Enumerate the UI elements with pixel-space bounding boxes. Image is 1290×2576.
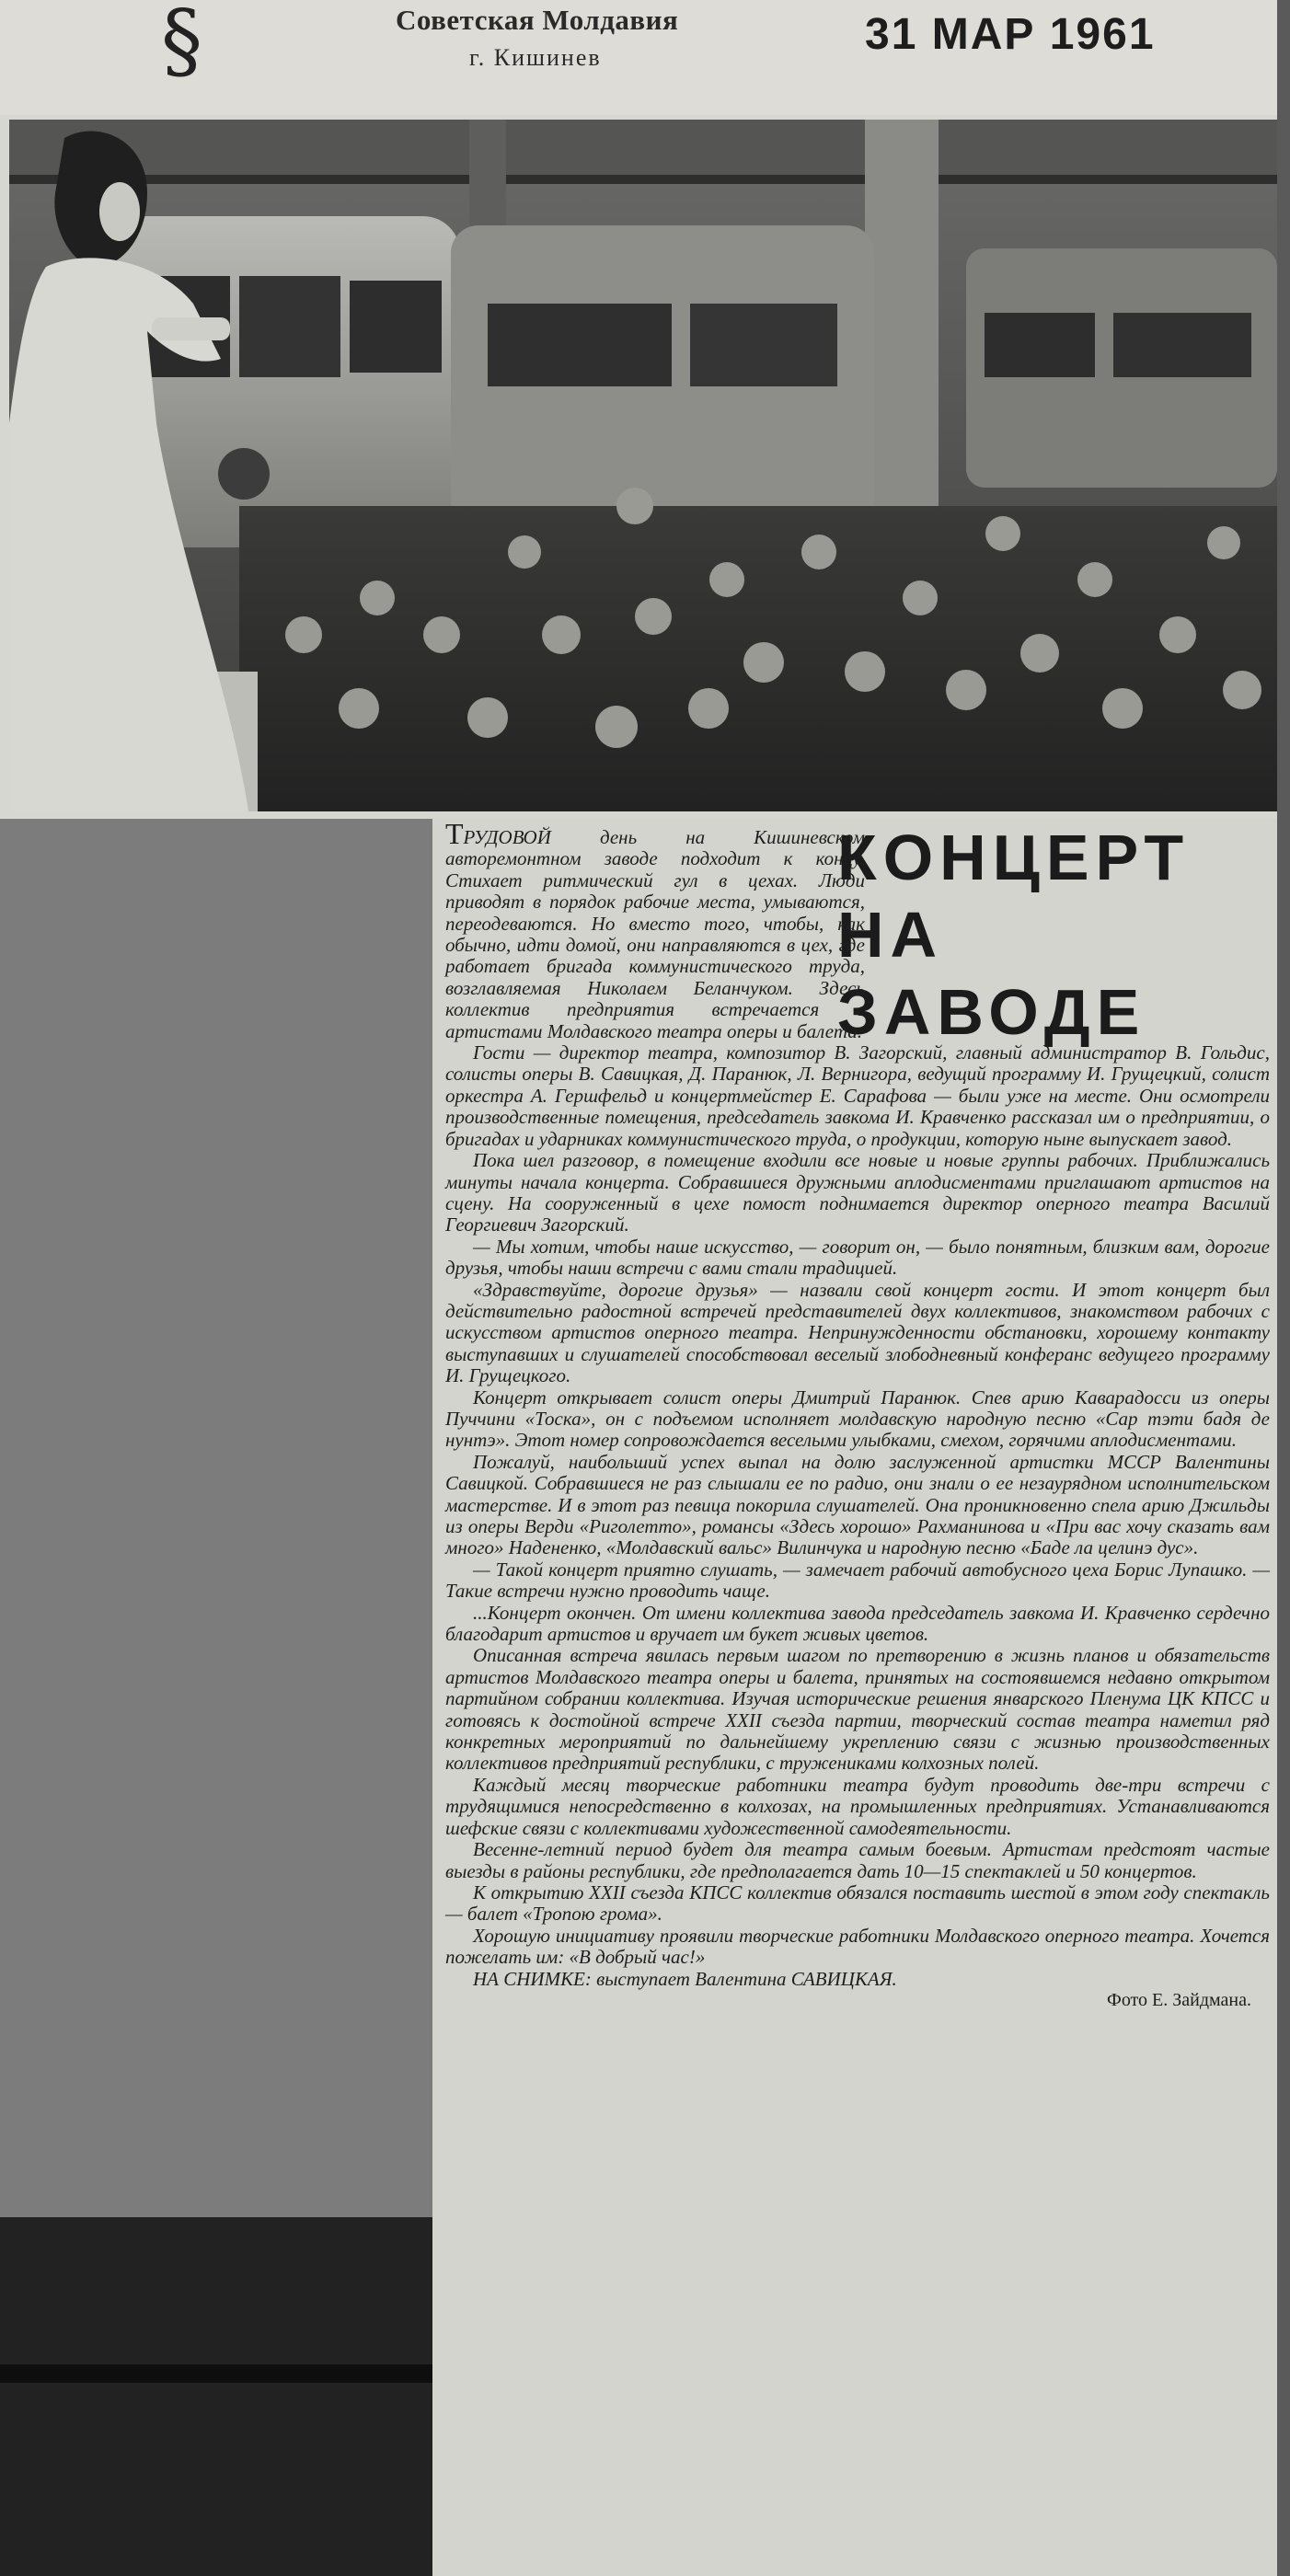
background-dark <box>0 2217 432 2576</box>
masthead <box>0 0 1277 115</box>
article-paragraph: Концерт открывает солист оперы Дмитрий Паранюк. Спев арию Каварадосси из оперы Пуччини «Тоска», он с подъемом исполняет молдавскую народную песню «Сар тэти бадя де нунтэ». Этот номер сопровождается веселыми улыбками, смехом, горячими аплодисментами. <box>445 1386 1270 1452</box>
article-body <box>445 817 1270 2011</box>
article-paragraph: К открытию XXII съезда КПСС коллектив обязался поставить шестой в этом году спектакль — балет «Тропою грома». <box>445 1880 1270 1926</box>
article-paragraph: Хорошую инициативу проявили творческие работники Молдавского оперного театра. Хочется пожелать им: «В добрый час!» <box>445 1924 1270 1969</box>
newspaper-name: Советская Молдавия <box>396 4 679 36</box>
article-paragraph: Пожалуй, наибольший успех выпал на долю заслуженной артистки МССР Валентины Савицкой. Собравшиеся не раз слышали ее по радио, они знали о ее незаурядном исполнительском мастерстве. И в этот раз певица покорила слушателей. Она проникновенно спела арию Джильды из оперы Верди «Риголетто», романсы «Здесь хорошо» Рахманинова и «При вас хочу сказать вам много» Надененко, «Молдавский вальс» Вилинчука и народную песню «Баде ла целинэ дус». <box>445 1450 1270 1559</box>
article-title: КОНЦЕРТ НА ЗАВОДЕ <box>837 822 1191 1048</box>
article-paragraph: Каждый месяц творческие работники театра будут проводить две-три встречи с трудящимися непосредственно в колхозах, на промышленных предприятиях. Устанавливаются шефские связи с коллективами художественной самодеятельности. <box>445 1773 1270 1839</box>
concert-photo <box>9 120 1277 811</box>
article-paragraph: Весенне-летний период будет для театра самым боевым. Артистам предстоят частые выезды в районы республики, где предполагается дать 10—15 спектаклей и 50 концертов. <box>445 1838 1270 1882</box>
article-paragraph: ...Концерт окончен. От имени коллектива завода председатель завкома И. Кравченко сердечно благодарит артистов и вручает им букет живых цветов. <box>445 1601 1270 1646</box>
pencil-mark: § <box>161 0 202 89</box>
photo-caption: НА СНИМКЕ: выступает Валентина САВИЦКАЯ. <box>473 1967 897 1990</box>
article-paragraph: — Мы хотим, чтобы наше искусство, — говорит он, — было понятным, близким вам, дорогие друзья, чтобы наши встречи с вами стали традицией. <box>445 1235 1270 1280</box>
article-paragraph: Пока шел разговор, в помещение входили все новые и новые группы рабочих. Приближались минуты начала концерта. Собравшиеся дружными аплодисментами приглашают артистов на сцену. На сооруженный в цехе помост поднимается директор оперного театра Василий Георгиевич Загорский. <box>445 1149 1270 1236</box>
background-gray <box>0 819 432 2217</box>
date-stamp: 31 МАР 1961 <box>865 10 1156 59</box>
article-paragraph: — Такой концерт приятно слушать, — замечает рабочий автобусного цеха Борис Лупашко. — Такие встречи нужно проводить чаще. <box>445 1558 1270 1603</box>
article-paragraph: Гости — директор театра, композитор В. Загорский, главный администратор В. Гольдис, солисты оперы В. Савицкая, Д. Паранюк, Л. Вернигора, ведущий программу И. Грущецкий, солист оркестра А. Гершфельд и концертмейстер Е. Сарафова — были уже на месте. Они осмотрели производственные помещения, председатель завкома И. Кравченко рассказал им о предприятии, о бригадах и ударниках коммунистического труда, о продукции, которую ныне выпускает завод. <box>445 1041 1270 1150</box>
background-strip <box>1277 0 1290 2576</box>
clipping-top <box>0 0 1277 819</box>
article-paragraph: ТРУДОВОЙ день на Кишиневском авторемонтном заводе подходит к концу. Стихает ритмический гул в цехах. Люди приводят в порядок рабочие места, умываются, переодеваются. Но вместо того, чтобы, как обычно, идти домой, они направляются в цех, где работает бригада коммунистического труда, возглавляемая Николаем Беланчуком. Здесь коллектив предприятия встречается с артистами Молдавского театра оперы и балета. <box>445 817 865 1042</box>
background-bar <box>0 2364 432 2383</box>
drop-cap: Т <box>445 817 464 850</box>
photo-credit: Фото Е. Зайдмана. <box>1107 1989 1251 2010</box>
newspaper-city: г. Кишинев <box>469 44 602 71</box>
article-clipping <box>432 819 1277 2576</box>
article-paragraph: «Здравствуйте, дорогие друзья» — назвали свой концерт гости. И этот концерт был действительно радостной встречей представителей двух коллективов, знакомством рабочих с искусством артистов оперного театра. Непринужденности обстановки, хорошему контакту выступавших и слушателей способствовал веселый злободневный конферанс ведущего программу И. Грущецкого. <box>445 1278 1270 1387</box>
article-paragraph: Описанная встреча явилась первым шагом по претворению в жизнь планов и обязательств артистов Молдавского театра оперы и балета, принятых на состоявшемся недавно открытом партийном собрании коллектива. Изучая исторические решения январского Пленума ЦК КПСС и готовясь к достойной встрече XXII съезда партии, творческий состав театра наметил ряд конкретных мероприятий по дальнейшему укреплению связи с жизнью производственных коллективов предприятий республики, с тружениками колхозных полей. <box>445 1644 1270 1775</box>
